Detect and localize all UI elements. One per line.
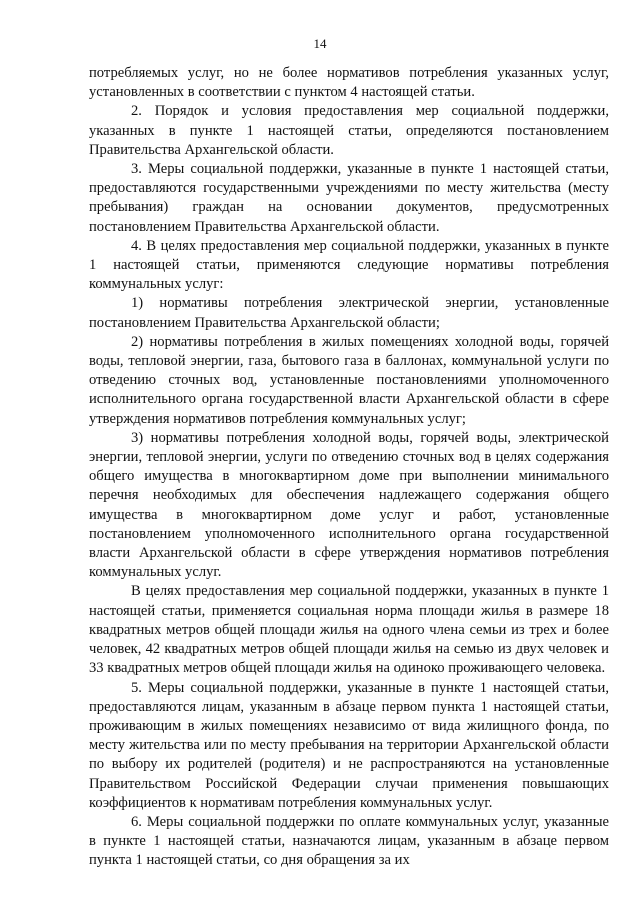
subparagraph-3: 3) нормативы потребления холодной воды, горячей воды, электрической энергии, тепловой энергии, услуги по отведению сточных вод в целях содержания общего имущества в многоквартирном доме при выполнении минимального перечня необходимых для обеспечения надлежащего содержания общего имущества в многоквартирном доме услуг и работ, установленные постановлением уполномоченного исполнительного органа государственной власти Архангельской области в сфере утверждения нормативов потребления коммунальных услуг.: [89, 429, 609, 581]
paragraph-item-5: 5. Меры социальной поддержки, указанные в пункте 1 настоящей статьи, предоставляются лицам, указанным в абзаце первом пункта 1 настоящей статьи, проживающим в жилых помещениях независимо от вида жилищного фонда, по месту жительства или по месту пребывания на территории Архангельской области по выбору их родителей (родителя) и не распространяются на установленные Правительством Российской Федерации случаи применения повышающих коэффициентов к нормативам потребления коммунальных услуг.: [89, 679, 609, 811]
paragraph-item-4: 4. В целях предоставления мер социальной поддержки, указанных в пункте 1 настоящей статьи, применяются следующие нормативы потребления коммунальных услуг:: [89, 237, 609, 293]
paragraph-social-norm: В целях предоставления мер социальной поддержки, указанных в пункте 1 настоящей статьи, применяется социальная норма площади жилья в размере 18 квадратных метров общей площади жилья на одного члена семьи из трех и более человек, 42 квадратных метров общей площади жилья на семью из двух человек и 33 квадратных метров общей площади жилья на одиноко проживающего человека.: [89, 583, 609, 677]
paragraph-item-2: 2. Порядок и условия предоставления мер социальной поддержки, указанных в пункте 1 настоящей статьи, определяются постановлением Правительства Архангельской области.: [89, 103, 609, 158]
document-body: [89, 64, 609, 871]
page-number: 14: [313, 36, 327, 51]
paragraph-item-3: 3. Меры социальной поддержки, указанные в пункте 1 настоящей статьи, предоставляются государственными учреждениями по месту жительства (месту пребывания) граждан на основании документов, предусмотренных постановлением Правительства Архангельской области.: [89, 161, 609, 235]
subparagraph-2: 2) нормативы потребления в жилых помещениях холодной воды, горячей воды, тепловой энергии, газа, бытового газа в баллонах, коммунальной услуги по отведению сточных вод, установленные постановлениями уполномоченного исполнительного органа государственной власти Архангельской области в сфере утверждения нормативов потребления коммунальных услуг;: [89, 333, 609, 427]
subparagraph-1: 1) нормативы потребления электрической энергии, установленные постановлением Правительства Архангельской области;: [89, 295, 609, 331]
paragraph-item-6: 6. Меры социальной поддержки по оплате коммунальных услуг, указанные в пункте 1 настоящей статьи, назначаются лицам, указанным в абзаце первом пункта 1 настоящей статьи, со дня обращения за их: [89, 813, 609, 869]
paragraph-continuation: потребляемых услуг, но не более нормативов потребления указанных услуг, установленных в соответствии с пунктом 4 настоящей статьи.: [89, 65, 609, 101]
